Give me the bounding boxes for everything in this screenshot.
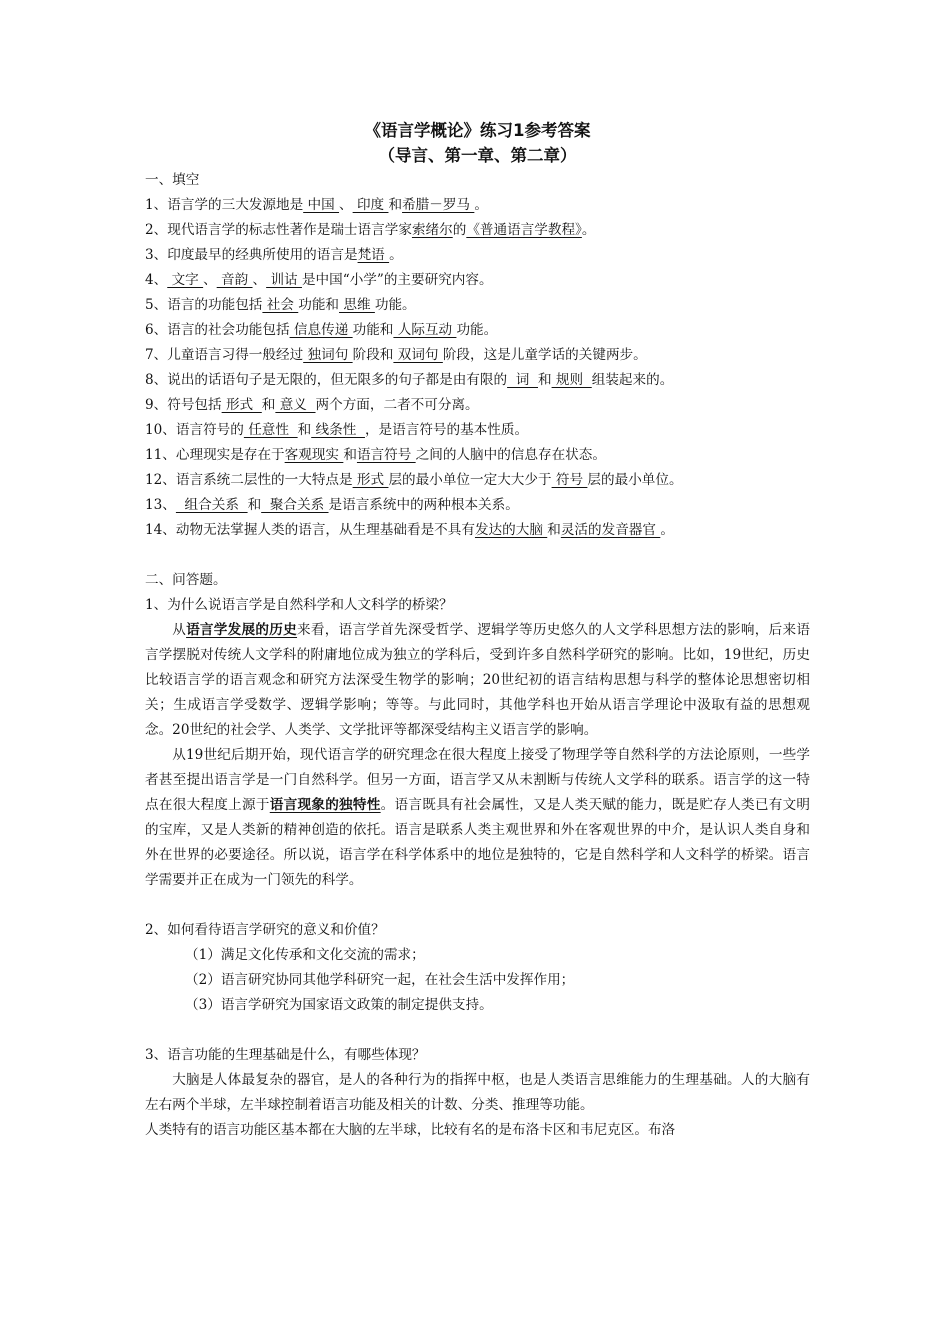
question-text: 5、语言的功能包括 — [145, 297, 263, 313]
answer-2-item: （1）满足文化传承和文化交流的需求； — [185, 947, 425, 963]
fill-in-item — [145, 493, 810, 518]
question-text: 之间的人脑中的信息存在状态。 — [415, 447, 606, 463]
question-text: 、 — [252, 272, 267, 288]
question-text: 阶段和 — [352, 347, 394, 363]
fill-in-item — [145, 443, 810, 468]
answer-blank: 任意性 — [243, 422, 298, 438]
answer-blank: 人际互动 — [393, 322, 457, 338]
fill-in-item — [145, 318, 810, 343]
fill-in-item — [145, 293, 810, 318]
document-title: 《语言学概论》练习1参考答案 — [364, 121, 591, 140]
question-text: 层的最小单位一定大大少于 — [388, 472, 552, 488]
answer-blank: 意义 — [275, 397, 316, 413]
question-text: 14、动物无法掌握人类的语言，从生理基础看是不具有 — [145, 522, 475, 538]
answer-3-paragraph-1: 大脑是人体最复杂的器官，是人的各种行为的指挥中枢，也是人类语言思维能力的生理基础。人的大脑有左右两个半球，左半球控制着语言功能及相关的计数、分类、推理等功能。 — [145, 1072, 810, 1113]
answer-blank: 语言符号 — [356, 447, 416, 463]
question-text: 功能和 — [352, 322, 394, 338]
question-text: 。 — [389, 247, 403, 263]
section-heading-fill: 一、填空 — [145, 172, 200, 188]
question-text: 和 — [547, 522, 561, 538]
answer-blank: 文字 — [167, 272, 204, 288]
answer-blank: 训诂 — [266, 272, 302, 288]
answer-blank: 聚合关系 — [261, 497, 329, 513]
question-text: 1、语言学的三大发源地是 — [145, 197, 304, 213]
answer-2-item: （3）语言学研究为国家语文政策的制定提供支持。 — [185, 997, 493, 1013]
fill-in-list — [145, 193, 810, 543]
answer-blank: 线条性 — [311, 422, 365, 438]
document-page — [145, 118, 810, 1143]
question-2: 2、如何看待语言学研究的意义和价值？ — [145, 922, 385, 938]
question-1: 1、为什么说语言学是自然科学和人文科学的桥梁？ — [145, 597, 453, 613]
question-text: 功能和 — [298, 297, 340, 313]
question-text: 组装起来的。 — [591, 372, 674, 388]
question-text: 3、印度最早的经典所使用的语言是 — [145, 247, 358, 263]
question-text: 阶段，这是儿童学话的关键两步。 — [442, 347, 647, 363]
question-text: 功能。 — [456, 322, 498, 338]
question-text: 6、语言的社会功能包括 — [145, 322, 290, 338]
question-text: 11、心理现实是存在于 — [145, 447, 285, 463]
answer-blank: 客观现实 — [284, 447, 344, 463]
question-text: 。 — [581, 222, 596, 238]
answer-blank: 《普通语言学教程》 — [466, 222, 582, 238]
question-text: 12、语言系统二层性的一大特点是 — [145, 472, 353, 488]
fill-in-item — [145, 393, 810, 418]
answer-blank: 信息传递 — [289, 322, 353, 338]
answer-1-paragraph-1: 从语言学发展的历史来看，语言学首先深受哲学、逻辑学等历史悠久的人文学科思想方法的影响，后来语言学摆脱对传统人文学科的附庸地位成为独立的学科后，受到许多自然科学研究的影响。比如，19世纪，历史比较语言学的语言观念和研究方法深受生物学的影响；20世纪初的语言结构思想与科学的整体论思想密切相关；生成语言学受数学、逻辑学影响；等等。与此同时，其他学科也开始从语言学理论中汲取有益的思想观念。20世纪的社会学、人类学、文学批评等都深受结构主义语言学的影响。 — [145, 622, 811, 738]
answer-blank: 符号 — [551, 472, 588, 488]
question-text: 功能。 — [374, 297, 416, 313]
question-text: 10、语言符号的 — [145, 422, 244, 438]
fill-in-item — [145, 193, 810, 218]
question-text: ，是语言符号的基本性质。 — [364, 422, 529, 438]
question-text: 、 — [339, 197, 353, 213]
question-text: 、 — [203, 272, 217, 288]
question-text: 和 — [297, 422, 312, 438]
fill-in-item — [145, 268, 810, 293]
question-text: 7、儿童语言习得一般经过 — [145, 347, 304, 363]
question-text: 13、 — [145, 497, 176, 513]
question-text: 两个方面，二者不可分离。 — [315, 397, 479, 413]
question-text: 4、 — [145, 272, 168, 288]
answer-blank: 音韵 — [216, 272, 253, 288]
highlight-term: 语言现象的独特性 — [269, 797, 381, 813]
answer-blank: 形式 — [352, 472, 389, 488]
answer-blank: 灵活的发音器官 — [560, 522, 661, 538]
fill-in-item — [145, 343, 810, 368]
question-text: 的 — [452, 222, 467, 238]
question-text: 和 — [537, 372, 552, 388]
answer-blank: 独词句 — [303, 347, 353, 363]
answer-blank: 词 — [507, 372, 538, 388]
question-text: 9、符号包括 — [145, 397, 222, 413]
answer-1-paragraph-2: 从19世纪后期开始，现代语言学的研究理念在很大程度上接受了物理学等自然科学的方法论原则，一些学者甚至提出语言学是一门自然科学。但另一方面，语言学又从未割断与传统人文学科的联系。语言学的这一特点在很大程度上源于语言现象的独特性。语言既具有社会属性，又是人类天赋的能力，既是贮存人类已有文明的宝库，又是人类新的精神创造的依托。语言是联系人类主观世界和外在客观世界的中介，是认识人类自身和外在世界的必要途径。所以说，语言学在科学体系中的地位是独特的，它是自然科学和人文科学的桥梁。语言学需要并正在成为一门领先的科学。 — [145, 747, 811, 888]
answer-blank: 发达的大脑 — [474, 522, 548, 538]
question-text: 。 — [474, 197, 488, 213]
fill-in-item — [145, 468, 810, 493]
answer-blank: 希腊－罗马 — [402, 197, 475, 213]
answer-blank: 规则 — [551, 372, 592, 388]
fill-in-item — [145, 243, 810, 268]
document-subtitle: （导言、第一章、第二章） — [378, 146, 577, 165]
section-heading-qa: 二、问答题。 — [145, 572, 227, 588]
answer-blank: 双词句 — [393, 347, 443, 363]
fill-in-item — [145, 418, 810, 443]
question-text: 。 — [660, 522, 674, 538]
question-text: 2、现代语言学的标志性著作是瑞士语言学家 — [145, 222, 412, 238]
question-text: 和 — [343, 447, 357, 463]
fill-in-item — [145, 218, 810, 243]
answer-3-paragraph-2: 人类特有的语言功能区基本都在大脑的左半球，比较有名的是布洛卡区和韦尼克区。布洛 — [145, 1122, 676, 1138]
question-text: 和 — [261, 397, 276, 413]
question-text: 是语言系统中的两种根本关系。 — [328, 497, 519, 513]
answer-blank: 社会 — [262, 297, 299, 313]
fill-in-item — [145, 368, 810, 393]
question-text: 8、说出的话语句子是无限的，但无限多的句子都是由有限的 — [145, 372, 508, 388]
highlight-term: 语言学发展的历史 — [186, 622, 298, 638]
answer-blank: 梵语 — [357, 247, 390, 263]
question-text: 和 — [247, 497, 262, 513]
question-text: 层的最小单位。 — [587, 472, 683, 488]
answer-2-item: （2）语言研究协同其他学科研究一起，在社会生活中发挥作用； — [185, 972, 575, 988]
question-3: 3、语言功能的生理基础是什么，有哪些体现？ — [145, 1047, 426, 1063]
fill-in-item — [145, 518, 810, 543]
answer-blank: 中国 — [303, 197, 340, 213]
answer-blank: 索绪尔 — [411, 222, 453, 238]
answer-blank: 印度 — [352, 197, 389, 213]
question-text: 是中国“小学”的主要研究内容。 — [301, 272, 493, 288]
question-text: 和 — [388, 197, 403, 213]
answer-blank: 组合关系 — [175, 497, 248, 513]
answer-blank: 思维 — [339, 297, 375, 313]
answer-blank: 形式 — [221, 397, 262, 413]
